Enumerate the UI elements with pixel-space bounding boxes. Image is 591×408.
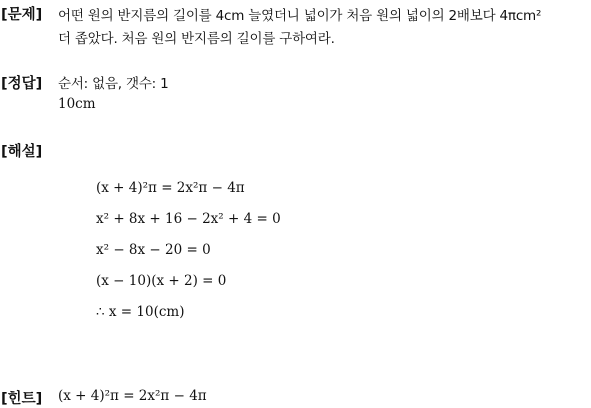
solution-step-1: (x + 4)²π = 2x²π − 4π — [96, 180, 245, 196]
hint-label: [힌트] — [1, 391, 43, 407]
solution-label: [해설] — [1, 144, 43, 160]
answer-order-count: 순서: 없음, 갯수: 1 — [58, 76, 169, 92]
answer-value: 10cm — [58, 96, 96, 112]
problem-text-line-2: 더 좁았다. 처음 원의 반지름의 길이를 구하여라. — [58, 31, 335, 47]
answer-label: [정답] — [1, 76, 43, 92]
solution-step-3: x² − 8x − 20 = 0 — [96, 242, 211, 258]
solution-step-4: (x − 10)(x + 2) = 0 — [96, 273, 227, 289]
solution-step-5: ∴ x = 10(cm) — [96, 304, 185, 320]
hint-text: (x + 4)²π = 2x²π − 4π — [58, 388, 207, 404]
problem-text-line-1: 어떤 원의 반지름의 길이를 4cm 늘였더니 넓이가 처음 원의 넓이의 2배보다 4πcm² — [58, 8, 542, 24]
solution-step-2: x² + 8x + 16 − 2x² + 4 = 0 — [96, 211, 281, 227]
problem-label: [문제] — [1, 7, 43, 23]
